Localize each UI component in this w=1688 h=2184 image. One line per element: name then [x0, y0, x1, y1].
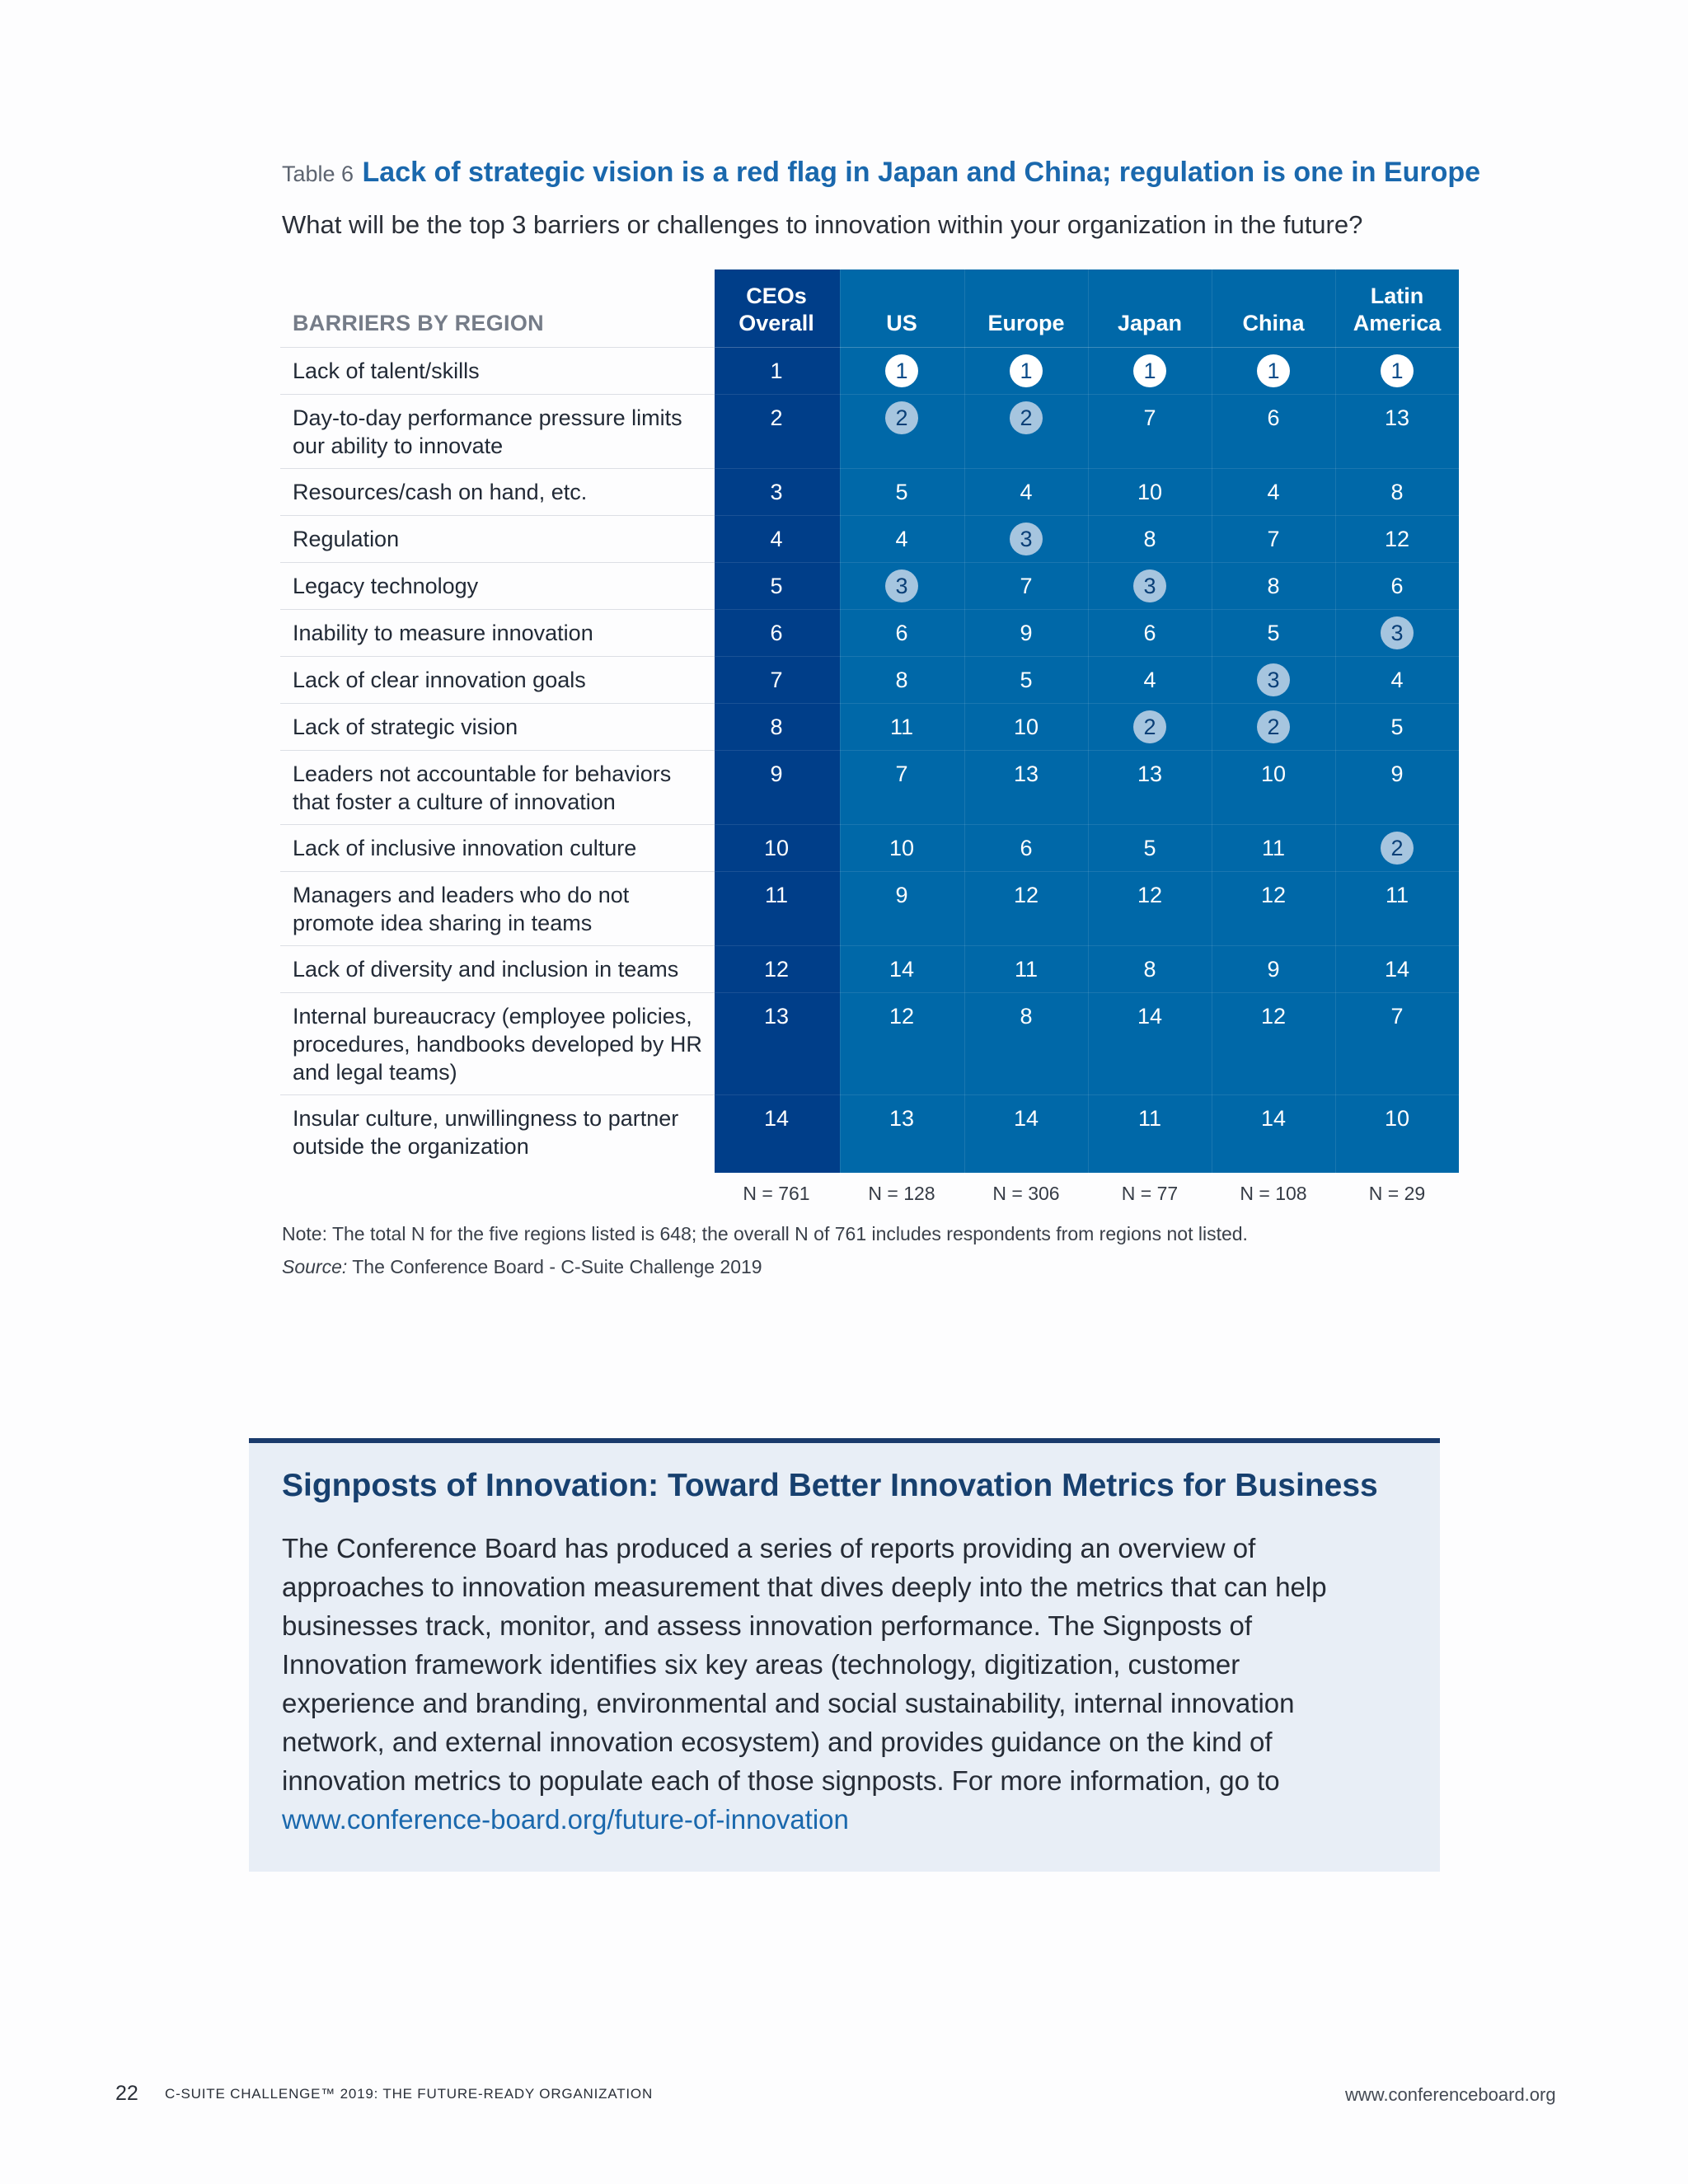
region-rank-cell [840, 478, 964, 506]
rank-value: 4 [1143, 668, 1156, 692]
rank-value: 7 [770, 668, 783, 692]
row-header: BARRIERS BY REGION [293, 311, 544, 335]
rank-value: 7 [895, 762, 908, 786]
column-header [1088, 283, 1212, 337]
region-rank-cell [964, 760, 1088, 788]
barrier-label: Lack of clear innovation goals [293, 668, 586, 692]
region-rank-cell [1335, 525, 1459, 553]
table-number: Table 6 [282, 162, 354, 186]
ceo-rank-cell [715, 1104, 838, 1132]
rank-value: 12 [1384, 527, 1410, 551]
rank-value: 8 [895, 668, 908, 692]
column-header-line2: US [886, 311, 917, 335]
rank-value: 6 [1390, 574, 1404, 598]
rank-value: 4 [1267, 480, 1280, 504]
column-header-line2: Europe [987, 311, 1065, 335]
rank-value: 4 [895, 527, 908, 551]
region-rank-cell [1088, 478, 1212, 506]
rank-value: 6 [895, 621, 908, 645]
column-header-line1 [840, 283, 964, 310]
sample-size: N = 29 [1368, 1183, 1426, 1204]
ceo-rank-cell [715, 834, 838, 862]
footer-title: C-SUITE CHALLENGE™ 2019: THE FUTURE-READY ORGANIZATION [165, 2086, 654, 2102]
rank-value: 14 [889, 957, 915, 982]
rank-value: 10 [1137, 480, 1163, 504]
rank-value: 9 [770, 762, 783, 786]
barrier-label: Day-to-day performance pressure limits our ability to innovate [293, 405, 682, 458]
column-header-line1: Latin [1370, 284, 1424, 308]
row-divider [280, 945, 1459, 946]
region-rank-cell [1335, 881, 1459, 909]
ceo-rank-cell [715, 713, 838, 741]
row-divider [280, 515, 1459, 516]
row-divider [280, 992, 1459, 993]
rank-value: 14 [1384, 957, 1410, 982]
row-divider [280, 871, 1459, 872]
column-header [715, 283, 838, 337]
rank-value: 8 [770, 715, 783, 739]
rank-value: 10 [763, 836, 790, 860]
region-rank-cell [840, 713, 964, 741]
region-rank-cell [1088, 572, 1212, 602]
ceo-rank-cell [715, 955, 838, 983]
page-number: 22 [115, 2082, 138, 2105]
rank-value: 7 [1267, 527, 1280, 551]
row-divider [280, 703, 1459, 704]
rank-badge-highlight: 2 [1381, 832, 1414, 865]
rank-value: 9 [895, 883, 908, 907]
rank-value: 8 [1020, 1004, 1033, 1029]
rank-value: 1 [770, 359, 783, 383]
row-divider [280, 347, 1459, 348]
row-divider [280, 609, 1459, 610]
rank-badge-highlight: 3 [1257, 663, 1290, 696]
region-rank-cell [964, 619, 1088, 647]
region-rank-cell [1088, 834, 1212, 862]
sidebar-body [282, 1529, 1378, 1839]
region-rank-cell [1212, 1104, 1335, 1132]
region-rank-cell [1335, 572, 1459, 600]
sidebar-link[interactable]: www.conference-board.org/future-of-innovation [282, 1804, 849, 1835]
row-divider [280, 750, 1459, 751]
barrier-label: Resources/cash on hand, etc. [293, 480, 588, 504]
rank-badge-highlight: 3 [1010, 523, 1043, 555]
ceo-rank-cell [715, 572, 838, 600]
row-divider [280, 824, 1459, 825]
row-divider [280, 468, 1459, 469]
rank-value: 11 [1137, 1106, 1162, 1131]
survey-question: What will be the top 3 barriers or challenges to innovation within your organization in the future? [282, 210, 1363, 239]
rank-value: 7 [1390, 1004, 1404, 1029]
region-rank-cell [1335, 1104, 1459, 1132]
rank-badge-highlight: 3 [1381, 616, 1414, 649]
region-rank-cell [964, 666, 1088, 694]
ceo-rank-cell [715, 881, 838, 909]
region-rank-cell [840, 1104, 964, 1132]
rank-value: 14 [1013, 1106, 1039, 1131]
rank-value: 5 [1143, 836, 1156, 860]
rank-value: 6 [1143, 621, 1156, 645]
sample-size-row [715, 1183, 1459, 1211]
rank-badge-top: 1 [1257, 354, 1290, 387]
barrier-label: Regulation [293, 527, 400, 551]
region-rank-cell [840, 404, 964, 434]
region-rank-cell [964, 1002, 1088, 1030]
rank-value: 11 [1385, 883, 1409, 907]
row-divider [280, 656, 1459, 657]
region-rank-cell [1212, 955, 1335, 983]
region-rank-cell [840, 760, 964, 788]
rank-value: 5 [1267, 621, 1280, 645]
column-header [964, 283, 1088, 337]
row-divider [280, 394, 1459, 395]
column-header-line2: America [1353, 311, 1442, 335]
rank-value: 13 [763, 1004, 790, 1029]
rank-value: 14 [1260, 1106, 1287, 1131]
column-header-line1: CEOs [746, 284, 807, 308]
barrier-label: Insular culture, unwillingness to partner outside the organization [293, 1106, 679, 1159]
rank-value: 10 [1013, 715, 1039, 739]
sample-size: N = 77 [1121, 1183, 1179, 1204]
rank-badge-top: 1 [1010, 354, 1043, 387]
rank-badge-top: 1 [1381, 354, 1414, 387]
sidebar-title: Signposts of Innovation: Toward Better Innovation Metrics for Business [282, 1468, 1378, 1503]
region-rank-cell [1335, 404, 1459, 432]
region-rank-cell [1335, 760, 1459, 788]
column-header-line2: Overall [738, 311, 814, 335]
region-rank-cell [1088, 713, 1212, 743]
rank-value: 8 [1390, 480, 1404, 504]
region-rank-cell [840, 619, 964, 647]
column-header [1335, 283, 1459, 337]
region-rank-cell [964, 357, 1088, 387]
region-rank-cell [964, 1104, 1088, 1132]
rank-value: 4 [1390, 668, 1404, 692]
rank-value: 12 [1137, 883, 1163, 907]
source-label: Source: [282, 1256, 348, 1277]
region-rank-cell [840, 666, 964, 694]
region-rank-cell [1088, 357, 1212, 387]
rank-value: 12 [763, 957, 790, 982]
region-rank-cell [1088, 404, 1212, 432]
table-title-line [282, 157, 1480, 189]
footer-url[interactable]: www.conferenceboard.org [1345, 2084, 1556, 2105]
region-rank-cell [964, 404, 1088, 434]
sample-size: N = 128 [868, 1183, 935, 1204]
rank-value: 10 [1260, 762, 1287, 786]
region-rank-cell [964, 834, 1088, 862]
rank-value: 6 [1267, 405, 1280, 430]
rank-value: 4 [770, 527, 783, 551]
region-rank-cell [1335, 1002, 1459, 1030]
region-rank-cell [1335, 478, 1459, 506]
region-rank-cell [840, 572, 964, 602]
region-rank-cell [1088, 1002, 1212, 1030]
rank-badge-highlight: 3 [1133, 569, 1166, 602]
rank-badge-top: 1 [885, 354, 918, 387]
ceo-rank-cell [715, 357, 838, 385]
ceo-rank-cell [715, 666, 838, 694]
rank-value: 11 [764, 883, 789, 907]
rank-value: 8 [1267, 574, 1280, 598]
rank-value: 4 [1020, 480, 1033, 504]
rank-badge-top: 1 [1133, 354, 1166, 387]
barriers-table [280, 269, 1459, 1173]
rank-value: 13 [1013, 762, 1039, 786]
region-rank-cell [1335, 713, 1459, 741]
region-rank-cell [840, 955, 964, 983]
region-rank-cell [1088, 955, 1212, 983]
region-rank-cell [964, 713, 1088, 741]
ceo-rank-cell [715, 404, 838, 432]
region-rank-cell [840, 834, 964, 862]
region-rank-cell [1212, 713, 1335, 743]
region-rank-cell [1212, 478, 1335, 506]
column-header-line2: Japan [1117, 311, 1183, 335]
region-rank-cell [1335, 619, 1459, 649]
rank-badge-highlight: 3 [885, 569, 918, 602]
region-rank-cell [840, 357, 964, 387]
rank-value: 13 [889, 1106, 915, 1131]
rank-value: 10 [889, 836, 915, 860]
sample-size: N = 108 [1240, 1183, 1307, 1204]
rank-value: 7 [1020, 574, 1033, 598]
region-rank-cell [1088, 881, 1212, 909]
rank-value: 6 [770, 621, 783, 645]
region-rank-cell [1212, 572, 1335, 600]
region-rank-cell [964, 955, 1088, 983]
ceo-rank-cell [715, 478, 838, 506]
region-rank-cell [840, 1002, 964, 1030]
table-title: Lack of strategic vision is a red flag in Japan and China; regulation is one in Europe [362, 157, 1481, 188]
region-rank-cell [1088, 760, 1212, 788]
barrier-label: Legacy technology [293, 574, 479, 598]
rank-badge-highlight: 2 [885, 401, 918, 434]
region-rank-cell [964, 478, 1088, 506]
ceo-rank-cell [715, 1002, 838, 1030]
region-rank-cell [1335, 357, 1459, 387]
row-divider [280, 562, 1459, 563]
region-rank-cell [840, 525, 964, 553]
rank-value: 3 [770, 480, 783, 504]
rank-value: 7 [1143, 405, 1156, 430]
rank-value: 5 [895, 480, 908, 504]
column-header-line1 [1212, 283, 1335, 310]
region-rank-cell [1088, 1104, 1212, 1132]
rank-value: 6 [1020, 836, 1033, 860]
region-rank-cell [1088, 619, 1212, 647]
region-rank-cell [1335, 834, 1459, 865]
region-rank-cell [1212, 525, 1335, 553]
barrier-label: Internal bureaucracy (employee policies, procedures, handbooks developed by HR and legal teams) [293, 1004, 702, 1085]
rank-value: 12 [1260, 883, 1287, 907]
barrier-label: Managers and leaders who do not promote idea sharing in teams [293, 883, 630, 935]
row-divider [280, 1094, 1459, 1095]
barrier-label: Lack of talent/skills [293, 359, 480, 383]
rank-value: 9 [1390, 762, 1404, 786]
column-header [1212, 283, 1335, 337]
region-rank-cell [1212, 404, 1335, 432]
rank-value: 5 [770, 574, 783, 598]
rank-value: 9 [1267, 957, 1280, 982]
rank-value: 14 [763, 1106, 790, 1131]
region-rank-cell [840, 881, 964, 909]
rank-value: 12 [889, 1004, 915, 1029]
ceo-rank-cell [715, 525, 838, 553]
rank-value: 9 [1020, 621, 1033, 645]
rank-value: 11 [1261, 836, 1286, 860]
region-rank-cell [1212, 357, 1335, 387]
table-source [282, 1256, 762, 1278]
region-rank-cell [1212, 666, 1335, 696]
rank-value: 12 [1260, 1004, 1287, 1029]
barrier-label: Lack of strategic vision [293, 715, 518, 739]
column-header-line2: China [1242, 311, 1305, 335]
region-rank-cell [1212, 1002, 1335, 1030]
rank-value: 13 [1137, 762, 1163, 786]
barrier-label: Leaders not accountable for behaviors that foster a culture of innovation [293, 762, 672, 814]
ceo-rank-cell [715, 619, 838, 647]
rank-badge-highlight: 2 [1133, 710, 1166, 743]
region-rank-cell [1212, 760, 1335, 788]
rank-badge-highlight: 2 [1257, 710, 1290, 743]
rank-value: 5 [1020, 668, 1033, 692]
rank-value: 12 [1013, 883, 1039, 907]
rank-value: 11 [1014, 957, 1039, 982]
region-rank-cell [1212, 881, 1335, 909]
column-header [840, 283, 964, 337]
signposts-sidebar [249, 1438, 1440, 1872]
region-rank-cell [1088, 666, 1212, 694]
rank-value: 13 [1384, 405, 1410, 430]
rank-value: 2 [770, 405, 783, 430]
rank-value: 5 [1390, 715, 1404, 739]
column-header-line1 [1088, 283, 1212, 310]
rank-value: 8 [1143, 957, 1156, 982]
barrier-label: Inability to measure innovation [293, 621, 593, 645]
rank-badge-highlight: 2 [1010, 401, 1043, 434]
region-rank-cell [964, 572, 1088, 600]
rank-value: 8 [1143, 527, 1156, 551]
sample-size: N = 761 [743, 1183, 810, 1204]
barrier-label: Lack of diversity and inclusion in teams [293, 957, 679, 982]
rank-value: 10 [1384, 1106, 1410, 1131]
region-rank-cell [1088, 525, 1212, 553]
region-rank-cell [964, 881, 1088, 909]
rank-value: 11 [889, 715, 914, 739]
sample-size: N = 306 [992, 1183, 1060, 1204]
region-rank-cell [1212, 619, 1335, 647]
ceo-rank-cell [715, 760, 838, 788]
sidebar-body-text: The Conference Board has produced a series of reports providing an overview of approaches to innovation measurement that dives deeply into the metrics that can help businesses track, monitor, and assess innovation performance. The Signposts of Innovation framework identifies six key areas (technology, digitization, customer experience and branding, environmental and social sustainability, internal innovation network, and external innovation ecosystem) and provides guidance on the kind of innovation metrics to populate each of those signposts. For more information, go to [282, 1533, 1327, 1796]
barrier-label: Lack of inclusive innovation culture [293, 836, 637, 860]
region-rank-cell [1335, 955, 1459, 983]
table-note: Note: The total N for the five regions listed is 648; the overall N of 761 includes respondents from regions not listed. [282, 1223, 1248, 1244]
rank-value: 14 [1137, 1004, 1163, 1029]
region-rank-cell [1335, 666, 1459, 694]
source-text: The Conference Board - C-Suite Challenge 2019 [352, 1256, 762, 1277]
region-rank-cell [964, 525, 1088, 555]
column-header-line1 [964, 283, 1088, 310]
region-rank-cell [1212, 834, 1335, 862]
